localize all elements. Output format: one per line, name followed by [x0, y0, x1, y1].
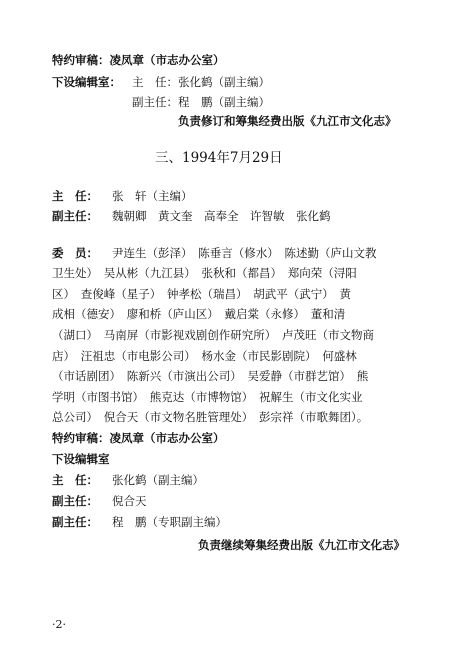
editorial-director-value-2: 张化鹤（副主编） [112, 473, 204, 487]
editorial-deputy-value-2: 倪合天 [112, 494, 147, 508]
editorial-office-title-1: 下设编辑室： [52, 75, 121, 89]
deputy-director-label: 副主任： [52, 209, 98, 223]
special-reviewer-line-1: 特约审稿：凌凤章（市志办公室） [52, 53, 225, 67]
members-line-7: （市话剧团） 陈新兴（市演出公司） 吴爱静（市群艺馆） 熊 [52, 369, 369, 383]
responsibility-line-1: 负责修订和筹集经费出版《九江市文化志》 [178, 114, 397, 128]
members-line-4: 成相（德安） 廖和桥（庐山区） 戴启棠（永修） 董和清 [52, 307, 346, 321]
director-label: 主 任： [52, 189, 98, 203]
members-line-6: 店） 汪祖忠（市电影公司） 杨水金（市民影剧院） 何盛林 [52, 349, 357, 363]
responsibility-line-2: 负责继续筹集经费出版《九江市文化志》 [198, 538, 405, 552]
editorial-office-title-2: 下设编辑室 [52, 452, 110, 466]
editorial-director-label-2: 主 任： [52, 473, 98, 487]
director-value: 张 轩（主编） [112, 189, 193, 203]
editorial-deputy-value-3: 程 鹏（专职副主编） [112, 515, 227, 529]
members-label: 委 员： [52, 246, 98, 260]
members-line-9: 总公司） 倪合天（市文物名胜管理处） 彭宗祥（市歌舞团）。 [52, 410, 369, 424]
editorial-deputy-label-2: 副主任： [52, 494, 98, 508]
editorial-director-1: 主 任：张化鹤（副主编） [132, 75, 270, 89]
members-line-5: （湖口） 马南屏（市影视戏剧创作研究所） 卢茂旺（市文物商 [52, 328, 374, 342]
special-reviewer-line-2: 特约审稿：凌凤章（市志办公室） [52, 431, 225, 445]
page-number: ·2· [52, 618, 66, 631]
deputy-director-value: 魏朝卿 黄文奎 高奉全 许智敏 张化鹤 [112, 209, 331, 223]
members-line-1: 尹连生（彭泽） 陈垂言（修水） 陈述勤（庐山文教 [112, 246, 377, 260]
editorial-deputy-label-3: 副主任： [52, 515, 98, 529]
editorial-deputy-director-1: 副主任：程 鹏（副主编） [132, 95, 270, 109]
section-heading: 三、1994年7月29日 [155, 150, 283, 166]
members-line-2: 卫生处） 吴从彬（九江县） 张秋和（都昌） 郑向荣（浔阳 [52, 266, 357, 280]
members-line-8: 学明（市图书馆） 熊克达（市博物馆） 祝解生（市文化实业 [52, 390, 363, 404]
members-line-3: 区） 查俊峰（星子） 钟孝松（瑞昌） 胡武平（武宁） 黄 [52, 287, 351, 301]
